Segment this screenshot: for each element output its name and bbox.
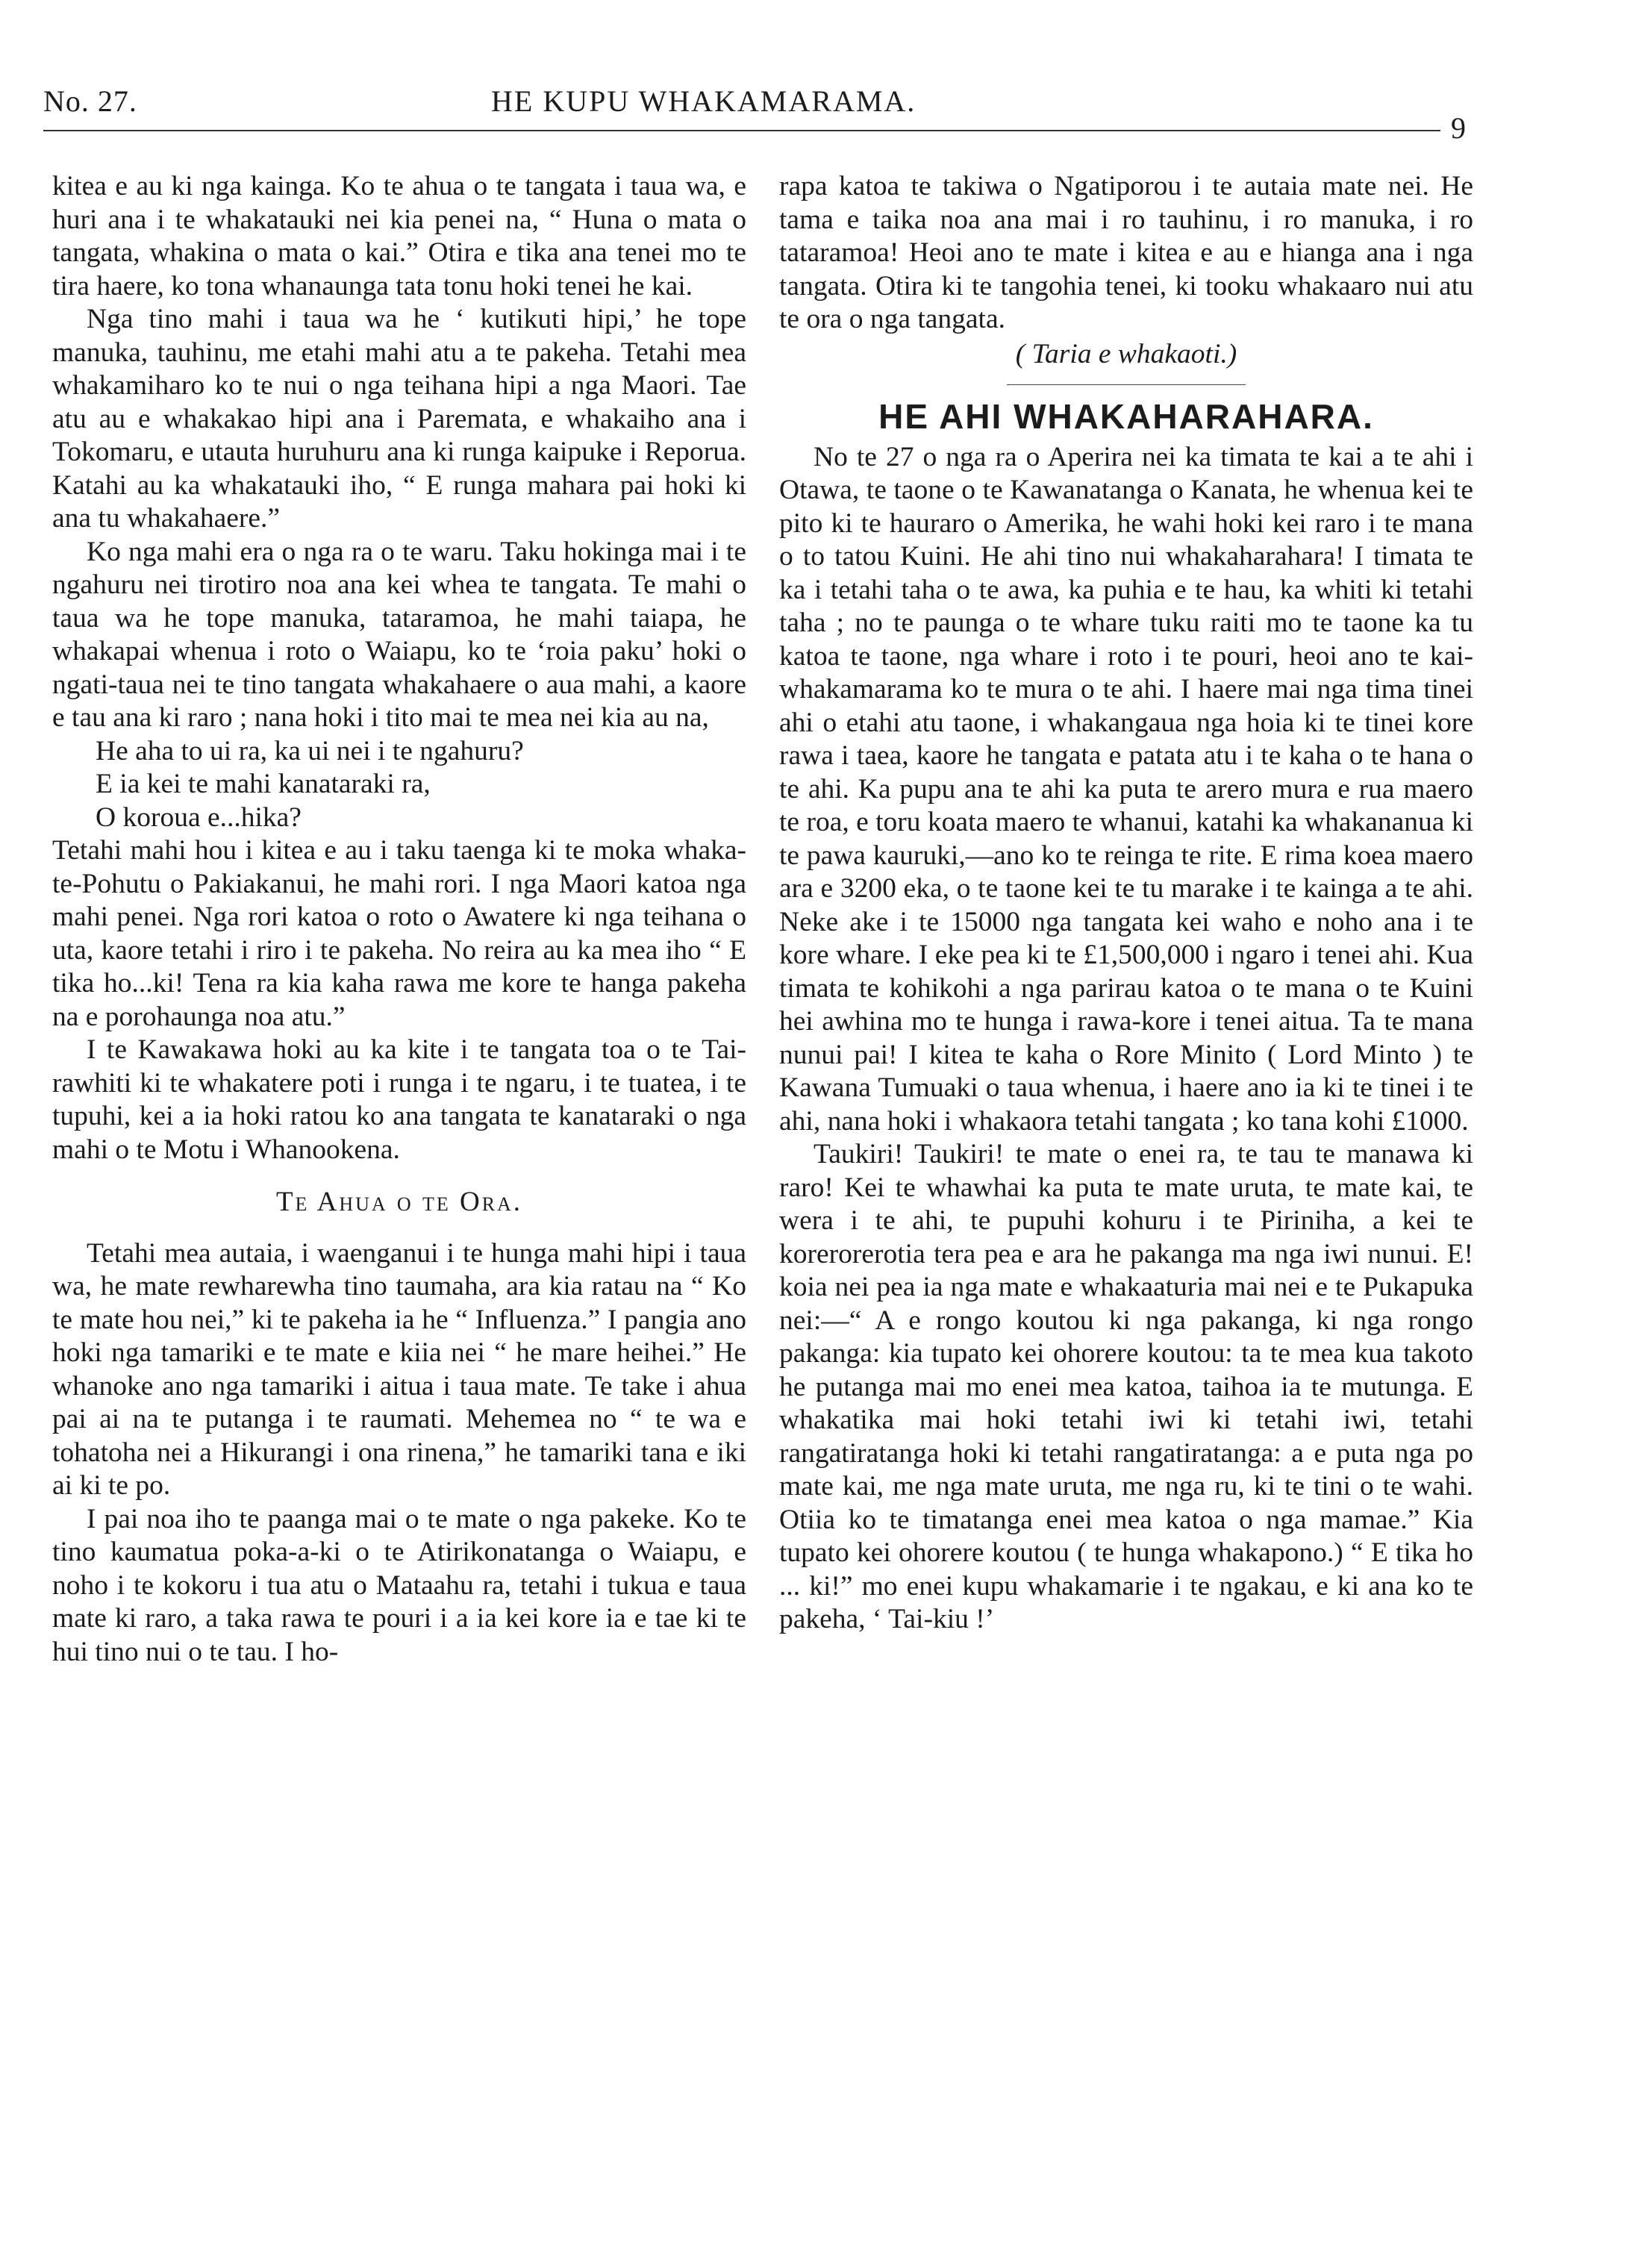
section-divider [1007,384,1246,385]
paragraph: Tetahi mea autaia, i waenganui i te hunga mahi hipi i taua wa, he mate rewharewha tino taumaha, ara kia ratau na “ Ko te mate hou nei,” ki te pakeha ia he “ Influenza.” I pangia ano hoki nga tamariki e te mate e kiia nei “ he mare heihei.” He whanoke ano nga tamariki i aitua i taua mate. Te take i ahua pai ai na te putanga i te raumati. Mehemea no “ te wa e tohatoha nei a Hikurangi i ona rinena,” he tamariki tana e iki ai ki te po. [52,1237,746,1501]
paragraph: Ko nga mahi era o nga ra o te waru. Taku hokinga mai i te ngahuru nei tirotiro noa ana kei whea te tangata. Te mahi o taua wa he tope manuka, tataramoa, he mahi taiapa, he whakapai whenua i roto o Waiapu, ko te ‘roia paku’ hoki o ngati-taua nei te tino tangata whakahaere o aua mahi, a kaore e tau ana ki raro ; nana hoki i tito mai te mea nei kia au na, [52,536,746,733]
paragraph: I pai noa iho te paanga mai o te mate o nga pakeke. Ko te tino kaumatua poka-a-ki o te Atirikonatanga o Waiapu, e noho i te kokoru i tua atu o Mataahu ra, tetahi i tukua e taua mate ki raro, a taka rawa te pouri i a ia kei kore ia e tae ki te hui tino nui o te tau. I ho- [52,1503,746,1667]
header-rule [43,130,1440,131]
section-subheading: Te Ahua o te Ora. [275,1187,523,1217]
paragraph: rapa katoa te takiwa o Ngatiporou i te autaia mate nei. He tama e taika noa ana mai i ro tauhinu, i ro manuka, i ro tataramoa! Heoi ano te mate i kitea e au e hianga ana i nga tangata. Otira ki te tangohia tenei, ki tooku whakaaro nui atu te ora o nga tangata. [779,171,1473,334]
paragraph: No te 27 o nga ra o Aperira nei ka timata te kai a te ahi i Otawa, te taone o te Kawanatanga o Kanata, he whenua kei te pito ki te hauraro o Amerika, he wahi hoki kei raro i te mana o to tatou Kuini. He ahi tino nui whakaharahara! I timata te ka i tetahi taha o te awa, ka puhia e te hau, ka whiti ki tetahi taha ; no te paunga o te whare tuku raiti mo te taone ka tu katoa te taone, nga whare i roto i te pouri, heoi ano te kai-whakamarama ko te mura o te ahi. I haere mai nga tima tinei ahi o etahi atu taone, i whakangaua nga hoia ki te tinei kore rawa i taea, kaore he tangata e patata atu i te kaha o te hana o te ahi. Ka pupu ana te ahi ka puta te arero mura e rua maero te roa, e toru koata maero te whanui, katahi ka whakananua ki te pawa kauruki,—ano ko te reinga te rite. E rima koea maero ara e 3200 eka, o te taone kei te tu marake i te kainga a te ahi. Neke ake i te 15000 nga tangata kei waho e noho ana i te kore whare. I eke pea ki te £1,500,000 i ngaro i tenei ahi. Kua timata te kohikohi a nga parirau katoa o te mana o te Kuini hei awhina mo te hunga i rawa-kore i tenei aitua. Ta te mana nunui pai! I kitea te kaha o Rore Minito ( Lord Minto ) te Kawana Tumuaki o taua whenua, i haere ano ia ki te tinei i te ahi, nana hoki i whakaora tetahi tangata ; ko tana kohi £1000. [779,441,1473,1137]
issue-number: No. 27. [43,84,137,118]
running-title: HE KUPU WHAKAMARAMA. [491,84,917,118]
right-column [779,170,1473,1637]
paragraph: Nga tino mahi i taua wa he ‘ kutikuti hipi,’ he tope manuka, tauhinu, me etahi mahi atu a te pakeha. Tetahi mea whakamiharo ko te nui o nga teihana hipi a nga Maori. Tae atu au e whakakao hipi ana i Paremata, e whakaiho ana i Tokomaru, e utauta huruhuru ana ki runga kaipuke i Reporua. Katahi au ka whakatauki iho, “ E runga mahara pai hoki ki ana tu whakahaere.” [52,304,746,534]
paragraph: I te Kawakawa hoki au ka kite i te tangata toa o te Tai-rawhiti ki te whakatere poti i runga i te ngaru, i te tuatea, i te tupuhi, kei a ia hoki ratou ko ana tangata te kanataraki o nga mahi o te Motu i Whanookena. [52,1034,746,1165]
article-headline: HE AHI WHAKAHARAHARA. [878,397,1374,436]
paragraph: kitea e au ki nga kainga. Ko te ahua o te tangata i taua wa, e huri ana i te whakatauki nei kia penei na, “ Huna o mata o tangata, whakina o mata o kai.” Otira e tika ana tenei mo te tira haere, ko tona whanaunga tata tonu hoki tenei he kai. [52,171,746,302]
paragraph: Tetahi mahi hou i kitea e au i taku taenga ki te moka whaka-te-Pohutu o Pakiakanui, he mahi rori. I nga Maori katoa nga mahi penei. Nga rori katoa o roto o Awatere ki nga teihana o uta, kaore tetahi i riro i te pakeha. No reira au ka mea iho “ E tika ho...ki! Tena ra kia kaha rawa me kore te hanga pakeha na e porohaunga noa atu.” [52,835,746,1032]
left-column [52,170,746,1669]
verse-line: O koroua e...hika? [96,802,302,833]
page-header [43,84,1466,145]
paragraph: Taukiri! Taukiri! te mate o enei ra, te tau te manawa ki raro! Kei te whawhai ka puta te mate uruta, te mate kai, te wera i te ahi, te pupuhi kohuru i te Piriniha, a kei te korerorerotia tera pea e ara he pakanga ma nga iwi nunui. E! koia nei pea ia nga mate e whakaaturia mai nei e te Pukapuka nei:—“ A e rongo koutou ki nga pakanga, ki nga rongo pakanga: kia tupato kei ohorere koutou: ta te mea kua takoto he putanga mai mo enei mea katoa, taihoa ia te mutunga. E whakatika mai hoki tetahi iwi ki tetahi iwi, tetahi rangatiratanga hoki ki tetahi rangatiratanga: a e puta nga po mate kai, me nga mate uruta, me nga ru, ki te tini o te wahi. Otiia ko te timatanga enei mea katoa o nga mamae.” Kia tupato kei ohorere koutou ( te hunga whakapono.) “ E tika ho ... ki!” mo enei kupu whakamarie i te ngakau, e ki ana ko te pakeha, ‘ Tai-kiu !’ [779,1139,1473,1634]
verse-line: He aha to ui ra, ka ui nei i te ngahuru? [96,735,524,766]
continuation-note: ( Taria e whakaoti.) [1015,338,1237,369]
verse-line: E ia kei te mahi kanataraki ra, [96,769,431,799]
page-number: 9 [1451,111,1466,145]
